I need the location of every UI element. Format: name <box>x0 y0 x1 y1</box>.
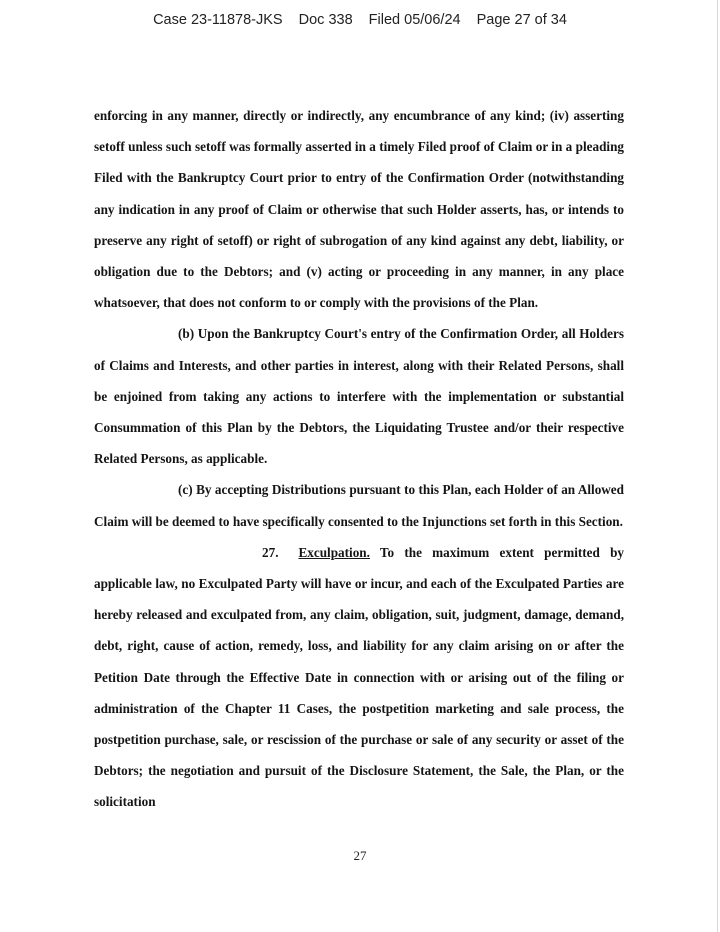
case-number: Case 23-11878-JKS <box>153 12 283 28</box>
page-edge <box>717 0 718 932</box>
page-count: Page 27 of 34 <box>476 12 567 28</box>
paragraph-c: (c) By accepting Distributions pursuant to this Plan, each Holder of an Allowed Claim will be deemed to have specifically consented to the Injunctions set forth in this Section. <box>94 482 624 529</box>
page-number: 27 <box>353 848 367 863</box>
section-heading: Exculpation. <box>298 544 370 560</box>
document-body <box>94 100 624 818</box>
section-text: To the maximum extent permitted by applicable law, no Exculpated Party will have or incur, and each of the Exculpated Parties are hereby released and exculpated from, any claim, obligation, suit, judgment, damage, demand, debt, right, cause of action, remedy, loss, and liability for any claim arising on or after the Petition Date through the Effective Date in connection with or arising out of the filing or administration of the Chapter 11 Cases, the postpetition marketing and sale process, the postpetition purchase, sale, or rescission of the purchase or sale of any security or asset of the Debtors; the negotiation and pursuit of the Disclosure Statement, the Sale, the Plan, or the solicitation <box>94 544 624 810</box>
doc-number: Doc 338 <box>298 12 353 28</box>
court-filing-header <box>0 12 720 28</box>
section-27-exculpation <box>94 537 624 818</box>
paragraph-b: (b) Upon the Bankruptcy Court's entry of the Confirmation Order, all Holders of Claims and Interests, and other parties in interest, along with their Related Persons, shall be enjoined from taking any actions to interfere with the implementation or substantial Consummation of this Plan by the Debtors, the Liquidating Trustee and/or their respective Related Persons, as applicable. <box>94 326 624 467</box>
paragraph-continuation: enforcing in any manner, directly or indirectly, any encumbrance of any kind; (iv) asserting setoff unless such setoff was formally asserted in a timely Filed proof of Claim or in a pleading Filed with the Bankruptcy Court prior to entry of the Confirmation Order (notwithstanding any indication in any proof of Claim or otherwise that such Holder asserts, has, or intends to preserve any right of setoff) or right of subrogation of any kind against any debt, liability, or obligation due to the Debtors; and (v) acting or proceeding in any manner, in any place whatsoever, that does not conform to or comply with the provisions of the Plan. <box>94 108 624 311</box>
section-number: 27. <box>262 544 279 560</box>
filed-date: Filed 05/06/24 <box>368 12 461 28</box>
